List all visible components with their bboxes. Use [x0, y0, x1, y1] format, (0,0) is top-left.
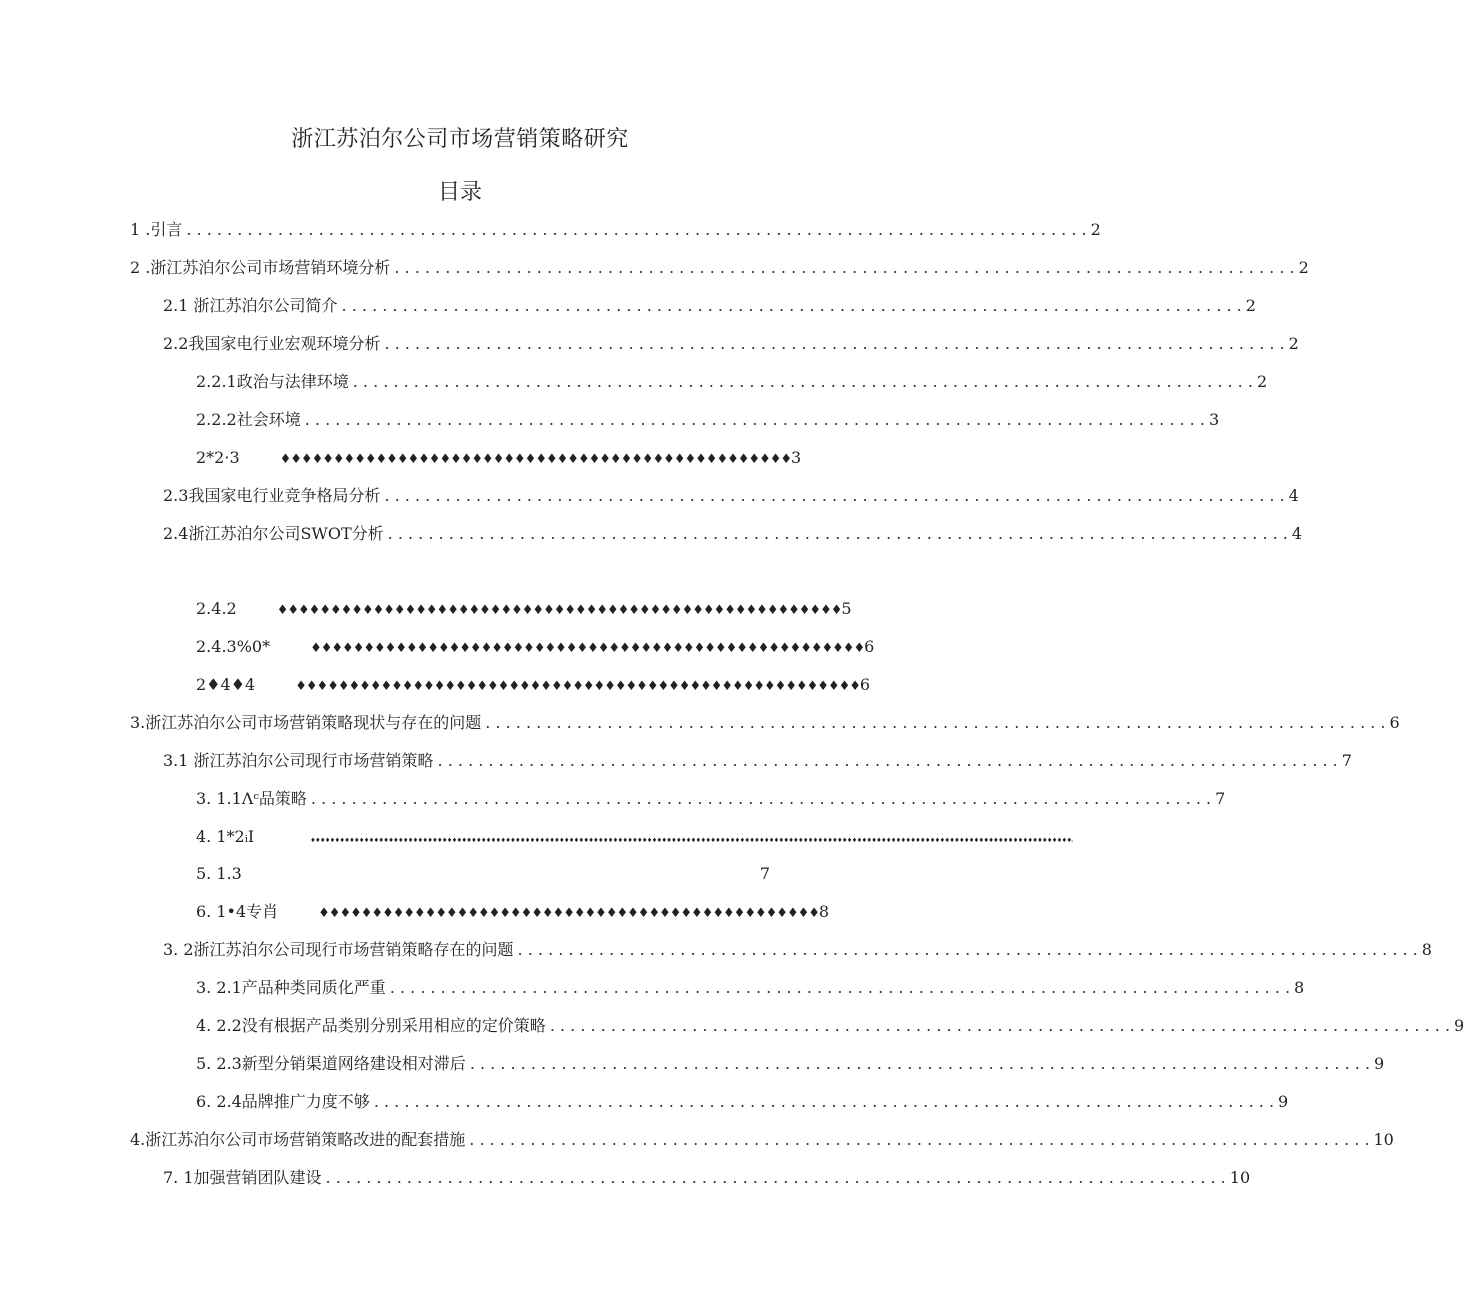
toc-entry-page-number: 2: [1256, 372, 1268, 391]
toc-entry-leader: [326, 1166, 1226, 1190]
toc-entry-label: 2♦4♦4: [196, 675, 256, 694]
toc-entry[interactable]: [196, 1052, 1385, 1076]
toc-entry-page-number: 4: [1288, 486, 1299, 505]
toc-entry[interactable]: [196, 787, 1226, 811]
toc-entry-label: 3. 2.1产品种类同质化严重: [196, 978, 386, 997]
toc-entry[interactable]: [163, 522, 1303, 546]
toc-entry-page-number: 9: [1278, 1092, 1289, 1111]
document-title: 浙江苏泊尔公司市场营销策略研究: [291, 127, 629, 152]
toc-entry-label: 2.4.2: [196, 599, 237, 618]
toc-entry-garbled-leader: ♦♦♦♦♦♦♦♦♦♦♦♦♦♦♦♦♦♦♦♦♦♦♦♦♦♦♦♦♦♦♦♦♦♦♦♦♦♦♦♦♦♦♦♦♦♦♦: [318, 906, 819, 921]
toc-entry-garbled-leader: ♦♦♦♦♦♦♦♦♦♦♦♦♦♦♦♦♦♦♦♦♦♦♦♦♦♦♦♦♦♦♦♦♦♦♦♦♦♦♦♦♦♦♦♦♦♦♦♦♦♦♦♦♦: [295, 679, 860, 694]
toc-entry-page-number: 8: [818, 902, 830, 921]
toc-entry-leader: [394, 256, 1294, 280]
toc-entry[interactable]: [130, 711, 1400, 735]
toc-entry-label: 3. 1.1Λᶜ品策略: [196, 789, 307, 808]
toc-entry-leader: [374, 1090, 1274, 1114]
toc-entry[interactable]: [196, 370, 1268, 394]
toc-entry-page-number: 10: [1229, 1168, 1251, 1187]
toc-entry-leader: [342, 294, 1242, 318]
toc-entry-label: 6. 1•4专肖: [196, 902, 279, 921]
toc-entry-leader: [388, 522, 1288, 546]
toc-entry-label: 5. 2.3新型分销渠道网络建设相对滞后: [196, 1054, 466, 1073]
toc-entry[interactable]: [196, 597, 852, 621]
toc-entry-garbled-leader: ♦♦♦♦♦♦♦♦♦♦♦♦♦♦♦♦♦♦♦♦♦♦♦♦♦♦♦♦♦♦♦♦♦♦♦♦♦♦♦♦♦♦♦♦♦♦♦♦♦♦♦♦: [310, 641, 865, 656]
toc-entry-label: 2 .浙江苏泊尔公司市场营销环境分析: [130, 258, 391, 277]
toc-entry-leader: [305, 408, 1205, 432]
toc-entry-leader: [485, 711, 1385, 735]
toc-entry-label: 4. 2.2没有根据产品类别分别采用相应的定价策略: [196, 1016, 546, 1035]
toc-entry-leader: [469, 1128, 1369, 1152]
toc-entry-leader: [550, 1014, 1450, 1038]
toc-entry-page-number: 10: [1373, 1130, 1394, 1149]
toc-entry-page-number: 6: [864, 637, 875, 656]
toc-entry-page-number: 4: [1291, 524, 1303, 543]
toc-entry-page-number: 3: [1208, 410, 1220, 429]
toc-heading: 目录: [437, 180, 482, 205]
toc-entry[interactable]: [163, 749, 1352, 773]
toc-entry-label: 5. 1.3: [196, 864, 242, 883]
toc-entry[interactable]: [130, 1128, 1394, 1152]
toc-entry-label: 2.4浙江苏泊尔公司SWOT分析: [163, 524, 384, 543]
toc-entry-page-number: 2: [1090, 220, 1101, 239]
toc-entry-leader: [353, 370, 1253, 394]
toc-entry-label: 3.浙江苏泊尔公司市场营销策略现状与存在的问题: [130, 713, 482, 732]
toc-entry-leader: [470, 1052, 1370, 1076]
toc-entry-page-number: 9: [1454, 1016, 1464, 1035]
toc-entry-page-number: 8: [1294, 978, 1305, 997]
toc-entry-leader: [384, 332, 1284, 356]
toc-entry[interactable]: [196, 446, 802, 470]
toc-entry-leader: [390, 976, 1290, 1000]
toc-entry[interactable]: [196, 635, 875, 659]
toc-entry[interactable]: [163, 938, 1432, 962]
toc-entry-page-number: 3: [791, 448, 802, 467]
toc-entry-page-number: 9: [1374, 1054, 1385, 1073]
toc-entry-label: 2*2·3: [196, 448, 240, 467]
toc-entry-label: 2.1 浙江苏泊尔公司简介: [163, 296, 338, 315]
toc-entry-label: 2.2我国家电行业宏观环境分析: [163, 334, 381, 353]
toc-entry-leader: [438, 749, 1338, 773]
toc-entry[interactable]: [163, 332, 1299, 356]
toc-entry-label: 2.2.1政治与法律环境: [196, 372, 349, 391]
toc-entry[interactable]: [163, 1166, 1251, 1190]
toc-entry-label: 3.1 浙江苏泊尔公司现行市场营销策略: [163, 751, 434, 770]
toc-entry-page-number: 8: [1421, 940, 1432, 959]
toc-entry-label: 3. 2浙江苏泊尔公司现行市场营销策略存在的问题: [163, 940, 514, 959]
toc-entry-label: 1 .引言: [130, 220, 183, 239]
toc-entry-label: 7. 1加强营销团队建设: [163, 1168, 322, 1187]
toc-entry-garbled-leader: ♦♦♦♦♦♦♦♦♦♦♦♦♦♦♦♦♦♦♦♦♦♦♦♦♦♦♦♦♦♦♦♦♦♦♦♦♦♦♦♦♦♦♦♦♦♦♦♦: [279, 452, 792, 467]
toc-entry[interactable]: [130, 218, 1101, 242]
toc-entry[interactable]: [196, 1090, 1289, 1114]
toc-entry-label: 2.2.2社会环境: [196, 410, 301, 429]
toc-entry-label: 4. 1*2ᵢI: [196, 827, 255, 846]
toc-entry-label: 6. 2.4品牌推广力度不够: [196, 1092, 370, 1111]
toc-entry[interactable]: [196, 976, 1305, 1000]
toc-entry[interactable]: [163, 294, 1256, 318]
toc-entry-leader: [384, 484, 1284, 508]
toc-entry-page-number: 6: [859, 675, 871, 694]
toc-entry[interactable]: [196, 900, 830, 924]
toc-entry-label: 4.浙江苏泊尔公司市场营销策略改进的配套措施: [130, 1130, 466, 1149]
toc-entry-page-number: 2: [1298, 258, 1309, 277]
toc-entry-page-number: 5: [841, 599, 852, 618]
toc-entry-label: 2.3我国家电行业竞争格局分析: [163, 486, 381, 505]
toc-entry-page-number: 2: [1245, 296, 1256, 315]
toc-entry-leader: [186, 218, 1086, 242]
toc-entry-garbled-leader: ♦♦♦♦♦♦♦♦♦♦♦♦♦♦♦♦♦♦♦♦♦♦♦♦♦♦♦♦♦♦♦♦♦♦♦♦♦♦♦♦♦♦♦♦♦♦♦♦♦♦♦♦♦♦♦♦♦♦♦♦♦♦♦♦♦♦♦♦♦♦♦♦♦♦♦♦♦♦♦♦♦♦♦♦♦♦♦♦♦♦♦♦♦♦♦♦♦♦♦♦♦♦♦♦♦♦♦♦♦♦♦♦♦♦♦♦♦♦♦♦♦♦♦♦♦♦♦♦♦♦♦♦♦♦♦♦♦♦♦♦♦♦♦♦♦♦♦♦♦♦♦♦♦♦♦♦ₜ: [310, 837, 1073, 844]
toc-entry[interactable]: [196, 825, 1073, 849]
toc-entry-page-number: 7: [1341, 751, 1352, 770]
toc-entry[interactable]: [196, 862, 770, 886]
toc-entry-garbled-leader: ♦♦♦♦♦♦♦♦♦♦♦♦♦♦♦♦♦♦♦♦♦♦♦♦♦♦♦♦♦♦♦♦♦♦♦♦♦♦♦♦♦♦♦♦♦♦♦♦♦♦♦♦♦: [276, 603, 842, 618]
toc-entry[interactable]: [196, 673, 871, 697]
toc-entry-leader: [311, 787, 1211, 811]
toc-entry-page-number: 7: [1215, 789, 1226, 808]
toc-entry-page-number: 2: [1288, 334, 1299, 353]
toc-entry-label: 2.4.3%0*: [196, 637, 271, 656]
toc-entry-page-number: 7: [759, 864, 770, 883]
toc-entry[interactable]: [130, 256, 1309, 280]
toc-entry[interactable]: [196, 408, 1220, 432]
toc-entry-page-number: 6: [1389, 713, 1400, 732]
toc-entry[interactable]: [163, 484, 1299, 508]
toc-entry-leader: [518, 938, 1418, 962]
toc-entry[interactable]: [196, 1014, 1464, 1038]
